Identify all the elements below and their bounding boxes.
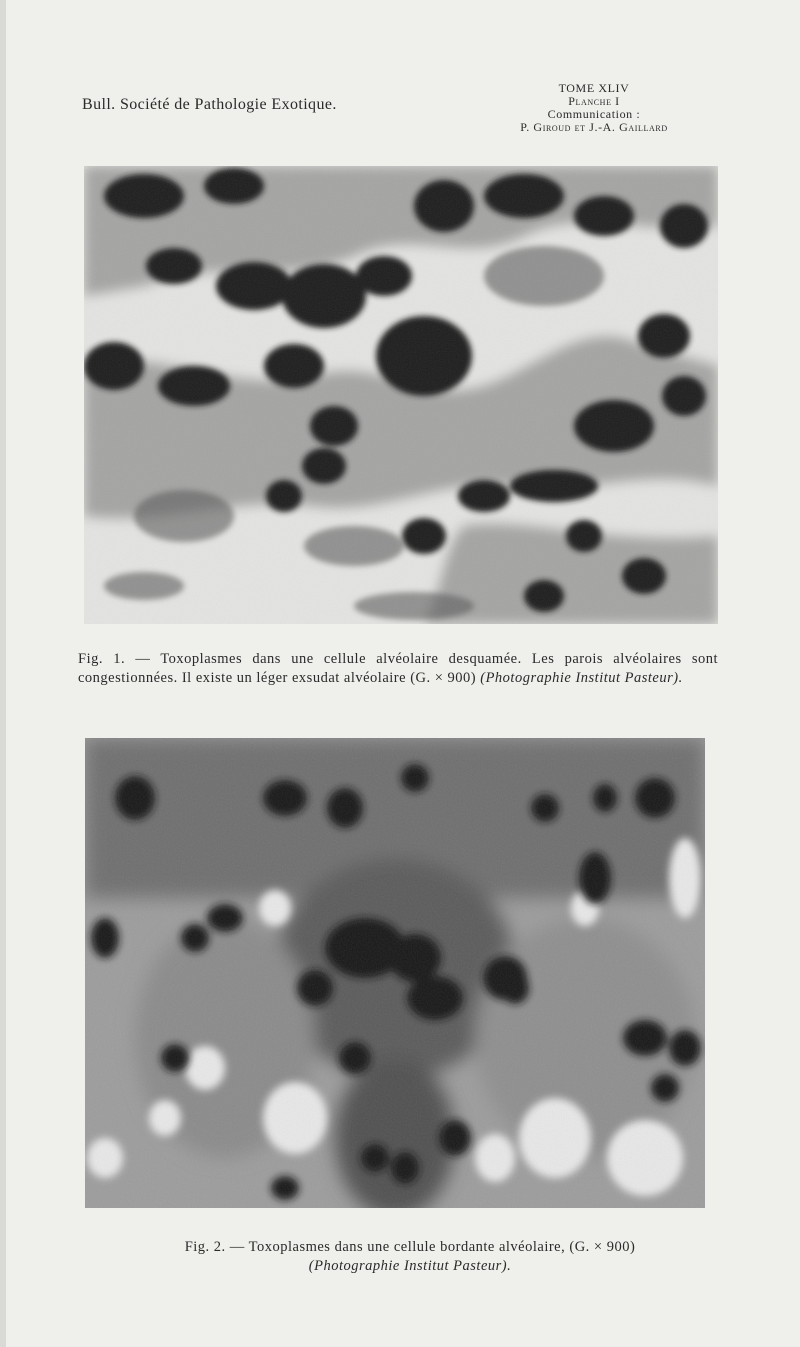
figure-1-label: Fig. 1. [78, 651, 126, 667]
figure-2-credit: (Photographie Institut Pasteur). [308, 1258, 512, 1274]
micrograph-1-image [84, 166, 718, 624]
figure-2-caption [150, 1238, 670, 1276]
figure-1-caption [78, 650, 718, 688]
page-edge [0, 0, 6, 1347]
figure-1-micrograph [84, 166, 718, 624]
communication-label: Communication : [547, 107, 641, 121]
figure-1-caption-text: — Toxoplasmes dans une cellule alvéolaire desquamée. Les parois alvéolaires sont congestionnées. Il existe un léger exsudat alvéolaire (G. × 900) [78, 651, 719, 686]
figure-2-label: Fig. 2. [184, 1239, 226, 1255]
figure-2-micrograph [85, 738, 705, 1208]
tome-label: TOME XLIV [558, 81, 630, 95]
micrograph-2-image [85, 738, 705, 1208]
journal-title: Bull. Société de Pathologie Exotique. [82, 96, 337, 113]
figure-1-credit: (Photographie Institut Pasteur). [480, 670, 683, 686]
plate-header [464, 82, 724, 134]
authors: P. Giroud et J.-A. Gaillard [520, 120, 668, 134]
figure-2-caption-text: — Toxoplasmes dans une cellule bordante alvéolaire, (G. × 900) [225, 1239, 636, 1255]
plate-label: Planche I [568, 94, 620, 108]
